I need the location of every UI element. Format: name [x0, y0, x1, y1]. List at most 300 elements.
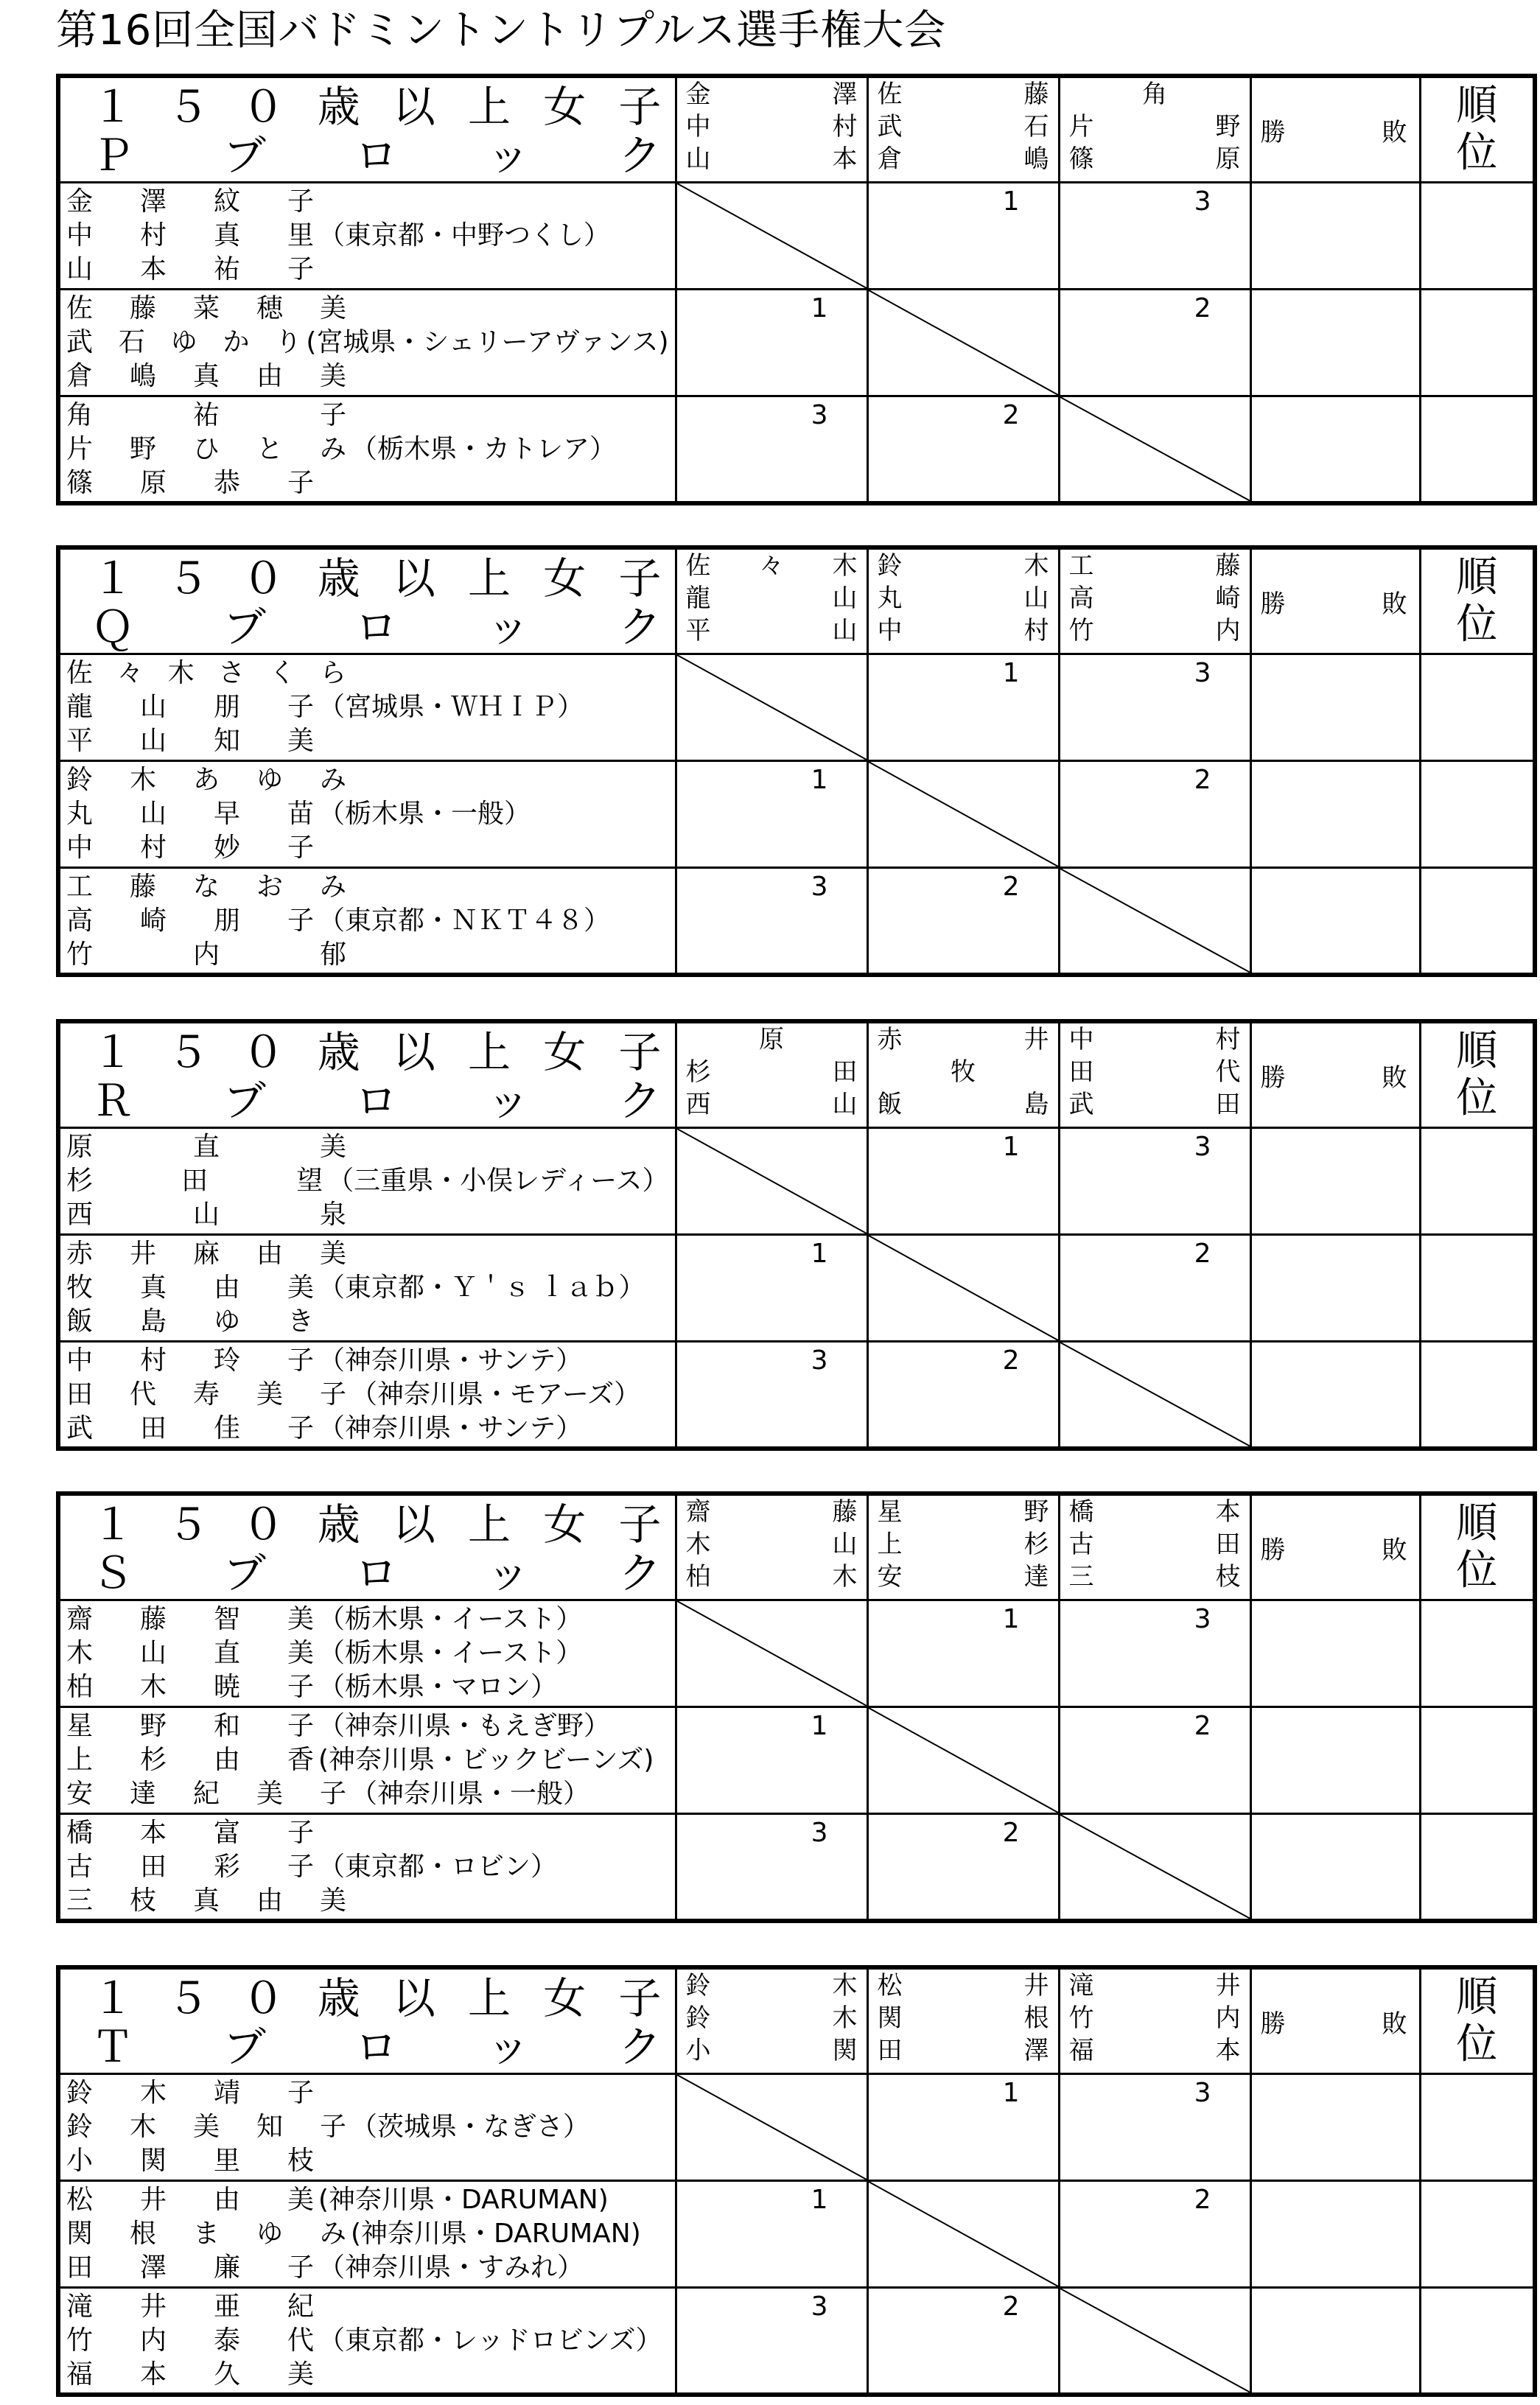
player-club: (宮城県・シェリーアヴァンス)	[306, 327, 669, 357]
name-char: ゆ	[256, 765, 283, 795]
player-line	[60, 2110, 675, 2144]
name-char: 子	[287, 1413, 314, 1443]
pool-table	[56, 1965, 1537, 2397]
opponent-name	[1060, 78, 1250, 111]
name-char: 中	[66, 1345, 94, 1376]
name-char: ひ	[192, 434, 220, 464]
win-loss-header	[1250, 547, 1420, 654]
category-char: 女	[543, 82, 587, 132]
name-char: 竹	[1068, 616, 1094, 645]
diagonal-line	[677, 655, 867, 760]
rank-cell	[1420, 1235, 1535, 1342]
player-name	[66, 1198, 351, 1232]
name-char: 井	[1215, 1971, 1241, 2000]
name-char: 金	[685, 80, 711, 109]
name-char: 木	[66, 1638, 94, 1668]
name-char: 子	[287, 186, 314, 217]
player-line	[60, 870, 675, 904]
player-club: （神奈川県・サンテ）	[318, 1345, 583, 1376]
name-char: 村	[139, 833, 167, 863]
name-char: 井	[129, 1239, 156, 1269]
player-name	[66, 292, 351, 326]
name-char: 暁	[213, 1672, 240, 1702]
opponent-name	[869, 2034, 1058, 2067]
name-char: 工	[66, 872, 94, 902]
rank-cell	[1420, 1600, 1535, 1707]
rank-cell	[1420, 761, 1535, 868]
name-char: 枝	[129, 1886, 156, 1916]
name-char: 関	[66, 2219, 94, 2249]
score-cell	[1059, 654, 1250, 761]
name-char: 原	[66, 1132, 94, 1162]
category-char: ０	[242, 1027, 285, 1077]
name-char: 寿	[192, 1379, 220, 1410]
category-char: １	[91, 1973, 135, 2023]
name-char: 倉	[66, 361, 94, 391]
name-char: 丸	[877, 584, 903, 613]
match-score: 3	[1194, 1604, 1211, 1634]
name-char: 代	[129, 1379, 156, 1410]
category-char: ブ	[223, 1076, 266, 1126]
name-char: 子	[287, 1711, 314, 1741]
category-cell	[58, 76, 676, 183]
category-char: 歳	[317, 82, 360, 132]
name-char: 鈴	[66, 2112, 94, 2142]
player-line	[60, 253, 675, 287]
player-name	[66, 2076, 318, 2110]
name-char: 美	[287, 726, 314, 756]
name-char: 篠	[66, 468, 94, 498]
loss-label: 敗	[1382, 589, 1407, 619]
name-char: 香	[287, 1745, 314, 1775]
match-score: 2	[1194, 1711, 1211, 1741]
category-char: 子	[618, 553, 662, 603]
category-char: Ｑ	[91, 602, 135, 652]
player-name	[66, 1884, 351, 1918]
win-loss-cell	[1250, 2288, 1420, 2395]
opponent-header	[676, 1494, 867, 1600]
name-char: 中	[1068, 1025, 1094, 1054]
player-line	[60, 1271, 675, 1305]
player-line	[60, 399, 675, 433]
self-match-cell	[867, 290, 1059, 396]
name-char: 安	[877, 1562, 903, 1592]
score-cell	[676, 1342, 867, 1449]
name-char: 藤	[129, 293, 156, 323]
win-loss-header	[1250, 1494, 1420, 1600]
name-char: 井	[1023, 1025, 1049, 1054]
rank-cell	[1420, 2181, 1535, 2288]
opponent-name	[869, 615, 1058, 647]
score-cell	[676, 396, 867, 503]
player-line	[60, 1709, 675, 1743]
category-char: ブ	[223, 130, 266, 181]
name-char: 山	[1023, 584, 1049, 613]
name-char: み	[319, 872, 346, 902]
match-score: 3	[811, 872, 828, 902]
player-line	[60, 1743, 675, 1777]
name-char: 金	[66, 186, 94, 217]
player-name	[66, 2290, 318, 2324]
name-char: 和	[213, 1711, 240, 1741]
name-char: 藤	[139, 1604, 167, 1634]
category-char: 子	[618, 1499, 662, 1550]
name-char: 佐	[66, 293, 94, 323]
match-score: 1	[811, 293, 828, 323]
diagonal-line	[869, 2182, 1058, 2286]
player-name	[66, 1344, 318, 1378]
win-loss-cell	[1250, 1707, 1420, 1814]
win-label: 勝	[1260, 1535, 1286, 1565]
diagonal-line	[1060, 397, 1250, 501]
opponent-name	[1060, 2002, 1250, 2034]
name-char: 田	[877, 2036, 903, 2065]
team-cell	[58, 1128, 676, 1235]
name-char: 美	[256, 1779, 283, 1809]
opponent-name	[677, 2002, 867, 2034]
name-char: 内	[192, 939, 220, 970]
category-char: １	[91, 553, 135, 603]
opponent-header	[676, 1021, 867, 1128]
name-char: 山	[192, 1200, 220, 1230]
name-char: 関	[832, 2036, 858, 2065]
player-name	[66, 1237, 351, 1271]
name-char: 泰	[213, 2325, 240, 2356]
name-char: 安	[66, 1779, 94, 1809]
player-line	[60, 185, 675, 219]
score-cell	[867, 396, 1059, 503]
name-char: 佐	[685, 551, 711, 581]
name-char: 知	[213, 726, 240, 756]
opponent-name	[677, 111, 867, 143]
player-line	[60, 1344, 675, 1378]
name-char: 妙	[213, 833, 240, 863]
score-cell	[1059, 2181, 1250, 2288]
opponent-name	[1060, 2034, 1250, 2067]
category-char: ク	[618, 130, 662, 181]
name-char: 祐	[213, 254, 240, 284]
opponent-name	[1060, 550, 1250, 582]
name-char: 木	[129, 2112, 156, 2142]
name-char: 子	[319, 2112, 346, 2142]
category-cell	[58, 1494, 676, 1600]
player-name	[66, 433, 351, 466]
name-char: ゆ	[213, 1306, 240, 1337]
category-char: 以	[392, 1027, 435, 1077]
name-char: 子	[287, 1852, 314, 1882]
player-line	[60, 2144, 675, 2178]
player-club: (神奈川県・DARUMAN)	[351, 2219, 641, 2249]
category-char: ロ	[354, 2022, 398, 2072]
score-cell	[676, 1235, 867, 1342]
name-char: 木	[685, 1530, 711, 1559]
name-char: 子	[287, 833, 314, 863]
name-char: 原	[759, 1025, 784, 1054]
category-char: ロ	[354, 602, 398, 652]
name-char: 福	[66, 2359, 94, 2390]
player-name	[66, 399, 351, 433]
name-char: 井	[1023, 1971, 1049, 2000]
name-char: 田	[1215, 1090, 1241, 1119]
name-char: 本	[1215, 2036, 1241, 2065]
name-char: 彩	[213, 1852, 240, 1882]
team-cell	[58, 1600, 676, 1707]
name-char: 美	[319, 361, 346, 391]
name-char: 井	[139, 2185, 167, 2215]
pool-table	[56, 1019, 1537, 1451]
player-line	[60, 1305, 675, 1339]
name-char: 早	[213, 799, 240, 829]
name-char: 三	[1068, 1562, 1094, 1592]
name-char: 達	[1023, 1562, 1049, 1592]
opponent-header	[676, 547, 867, 654]
category-char: ０	[242, 1973, 285, 2023]
player-line	[60, 724, 675, 758]
name-char: 子	[319, 1379, 346, 1410]
score-cell	[867, 1814, 1059, 1921]
player-line	[60, 1816, 675, 1850]
name-char: 山	[832, 1530, 858, 1559]
opponent-name	[1060, 143, 1250, 175]
name-char: 田	[66, 1379, 94, 1410]
player-name	[66, 2110, 351, 2144]
name-char: 小	[685, 2036, 711, 2065]
category-char: ５	[167, 1499, 210, 1550]
player-line	[60, 326, 675, 360]
match-score: 2	[1002, 400, 1020, 430]
opponent-name	[1060, 615, 1250, 647]
rank-label-top: 順	[1456, 82, 1498, 130]
player-line	[60, 1884, 675, 1918]
name-char: 島	[139, 1306, 167, 1337]
name-char: 由	[213, 1745, 240, 1775]
player-line	[60, 938, 675, 972]
opponent-name	[869, 1528, 1058, 1561]
name-char: 菜	[192, 293, 220, 323]
win-loss-cell	[1250, 2074, 1420, 2181]
name-char: 龍	[66, 692, 94, 722]
win-loss-cell	[1250, 1342, 1420, 1449]
opponent-name	[677, 1023, 867, 1056]
player-line	[60, 1164, 675, 1198]
name-char: 木	[832, 1562, 858, 1592]
match-score: 1	[811, 1711, 828, 1741]
match-score: 2	[1002, 2292, 1020, 2322]
name-char: 赤	[877, 1025, 903, 1054]
name-char: 里	[287, 220, 314, 251]
team-cell	[58, 2288, 676, 2395]
rank-cell	[1420, 2074, 1535, 2181]
diagonal-line	[869, 290, 1058, 395]
name-char: 恭	[213, 468, 240, 498]
name-char: 田	[181, 1166, 209, 1196]
pool-table	[56, 545, 1537, 977]
name-char: か	[223, 327, 250, 357]
name-char: 郁	[319, 939, 346, 970]
player-name	[66, 2358, 318, 2392]
name-char: 鈴	[66, 765, 94, 795]
category-cell	[58, 1021, 676, 1128]
pool-block	[56, 1491, 1533, 1922]
player-line	[60, 2076, 675, 2110]
category-char: 上	[468, 1973, 511, 2023]
diagonal-line	[869, 1708, 1058, 1813]
category-label	[60, 554, 675, 603]
self-match-cell	[676, 2074, 867, 2181]
name-char: 野	[1023, 1497, 1049, 1527]
rank-header	[1420, 1967, 1535, 2074]
name-char: 子	[287, 2252, 314, 2283]
name-char: 星	[66, 1711, 94, 1741]
name-char: 達	[129, 1779, 156, 1809]
team-row	[58, 1128, 1535, 1235]
diagonal-line	[677, 2075, 867, 2180]
category-char: ブ	[223, 602, 266, 652]
category-char: 子	[618, 1027, 662, 1077]
name-char: 代	[287, 2325, 314, 2356]
name-char: 直	[213, 1638, 240, 1668]
score-cell	[1059, 2074, 1250, 2181]
name-char: 山	[139, 1638, 167, 1668]
name-char: 子	[287, 1818, 314, 1848]
rank-label-top: 順	[1456, 1027, 1498, 1075]
block-label	[60, 131, 675, 180]
category-char: ッ	[486, 2022, 530, 2072]
player-name	[66, 2183, 318, 2217]
match-score: 2	[1002, 1818, 1020, 1848]
self-match-cell	[867, 1235, 1059, 1342]
category-char: ロ	[354, 1076, 398, 1126]
player-name	[66, 360, 351, 393]
self-match-cell	[867, 2181, 1059, 2288]
name-char: さ	[218, 658, 245, 688]
category-char: ０	[242, 1499, 285, 1550]
name-char: 木	[1023, 551, 1049, 581]
rank-cell	[1420, 183, 1535, 290]
name-char: 飯	[877, 1090, 903, 1119]
name-char: 木	[832, 1971, 858, 2000]
name-char: 片	[1068, 112, 1094, 141]
name-char: 山	[139, 692, 167, 722]
category-char: ブ	[223, 2022, 266, 2072]
player-line	[60, 1237, 675, 1271]
name-char: 滝	[1068, 1971, 1094, 2000]
category-char: Ｐ	[91, 130, 135, 181]
player-club: (神奈川県・ビックビーンズ)	[318, 1745, 654, 1775]
name-char: 武	[877, 112, 903, 141]
name-char: 本	[139, 1818, 167, 1848]
name-char: 武	[66, 1413, 94, 1443]
name-char: 中	[685, 112, 711, 141]
rank-label-top: 順	[1456, 1499, 1498, 1547]
name-char: 澤	[139, 2252, 167, 2283]
category-char: 歳	[317, 553, 360, 603]
name-char: 齋	[685, 1497, 711, 1527]
player-line	[60, 904, 675, 938]
name-char: 平	[685, 616, 711, 645]
score-cell	[867, 1342, 1059, 1449]
name-char: 美	[192, 2112, 220, 2142]
category-char: Ｔ	[91, 2022, 135, 2072]
player-name	[66, 1743, 318, 1777]
name-char: 玲	[213, 1345, 240, 1376]
player-line	[60, 2217, 675, 2251]
name-char: 智	[213, 1604, 240, 1634]
player-name	[66, 1130, 351, 1164]
name-char: 本	[139, 2359, 167, 2390]
name-char: 々	[116, 658, 144, 688]
name-char: 西	[66, 1200, 94, 1230]
player-line	[60, 763, 675, 797]
player-name	[66, 466, 318, 500]
name-char: 美	[319, 1239, 346, 1269]
team-row	[58, 1707, 1535, 1814]
opponent-name	[869, 1561, 1058, 1593]
player-name	[66, 938, 351, 972]
name-char: 代	[1215, 1057, 1241, 1087]
team-cell	[58, 396, 676, 503]
category-char: ク	[618, 602, 662, 652]
name-char: 井	[139, 2292, 167, 2322]
name-char: 西	[685, 1090, 711, 1119]
opponent-name	[869, 1088, 1058, 1121]
opponent-name	[869, 2002, 1058, 2034]
rank-header	[1420, 76, 1535, 183]
name-char: み	[319, 765, 346, 795]
match-score: 3	[811, 1345, 828, 1376]
name-char: 山	[66, 254, 94, 284]
player-line	[60, 2358, 675, 2392]
name-char: 澤	[832, 80, 858, 109]
player-club: （東京都・レッドロビンズ）	[318, 2325, 662, 2356]
rank-label-bottom: 位	[1456, 1074, 1498, 1122]
match-score: 3	[1194, 2078, 1211, 2108]
player-line	[60, 292, 675, 326]
opponent-name	[869, 1970, 1058, 2002]
category-char: ０	[242, 553, 285, 603]
name-char: あ	[192, 765, 220, 795]
name-char: 本	[1215, 1497, 1241, 1527]
win-loss-cell	[1250, 1600, 1420, 1707]
diagonal-line	[1060, 1815, 1250, 1919]
category-char: ッ	[486, 1548, 530, 1598]
score-cell	[867, 183, 1059, 290]
rank-header	[1420, 1021, 1535, 1128]
category-char: ブ	[223, 1548, 266, 1598]
name-char: 牧	[66, 1272, 94, 1303]
player-club: （三重県・小俣レディース）	[327, 1166, 669, 1196]
category-char: ク	[618, 2022, 662, 2072]
team-row	[58, 2181, 1535, 2288]
name-char: 杉	[685, 1057, 711, 1087]
name-char: 村	[832, 112, 858, 141]
self-match-cell	[1059, 868, 1250, 975]
score-cell	[1059, 1235, 1250, 1342]
name-char: 美	[256, 1379, 283, 1410]
player-club: （神奈川県・すみれ）	[318, 2252, 584, 2283]
team-cell	[58, 183, 676, 290]
category-label	[60, 83, 675, 131]
opponent-name	[677, 1056, 867, 1088]
name-char: 廉	[213, 2252, 240, 2283]
name-char: な	[192, 872, 220, 902]
name-char: 福	[1068, 2036, 1094, 2065]
category-char: ０	[242, 82, 285, 132]
self-match-cell	[676, 1600, 867, 1707]
rank-label-bottom: 位	[1456, 601, 1498, 648]
name-char: 武	[1068, 1090, 1094, 1119]
name-char: ま	[192, 2219, 220, 2249]
